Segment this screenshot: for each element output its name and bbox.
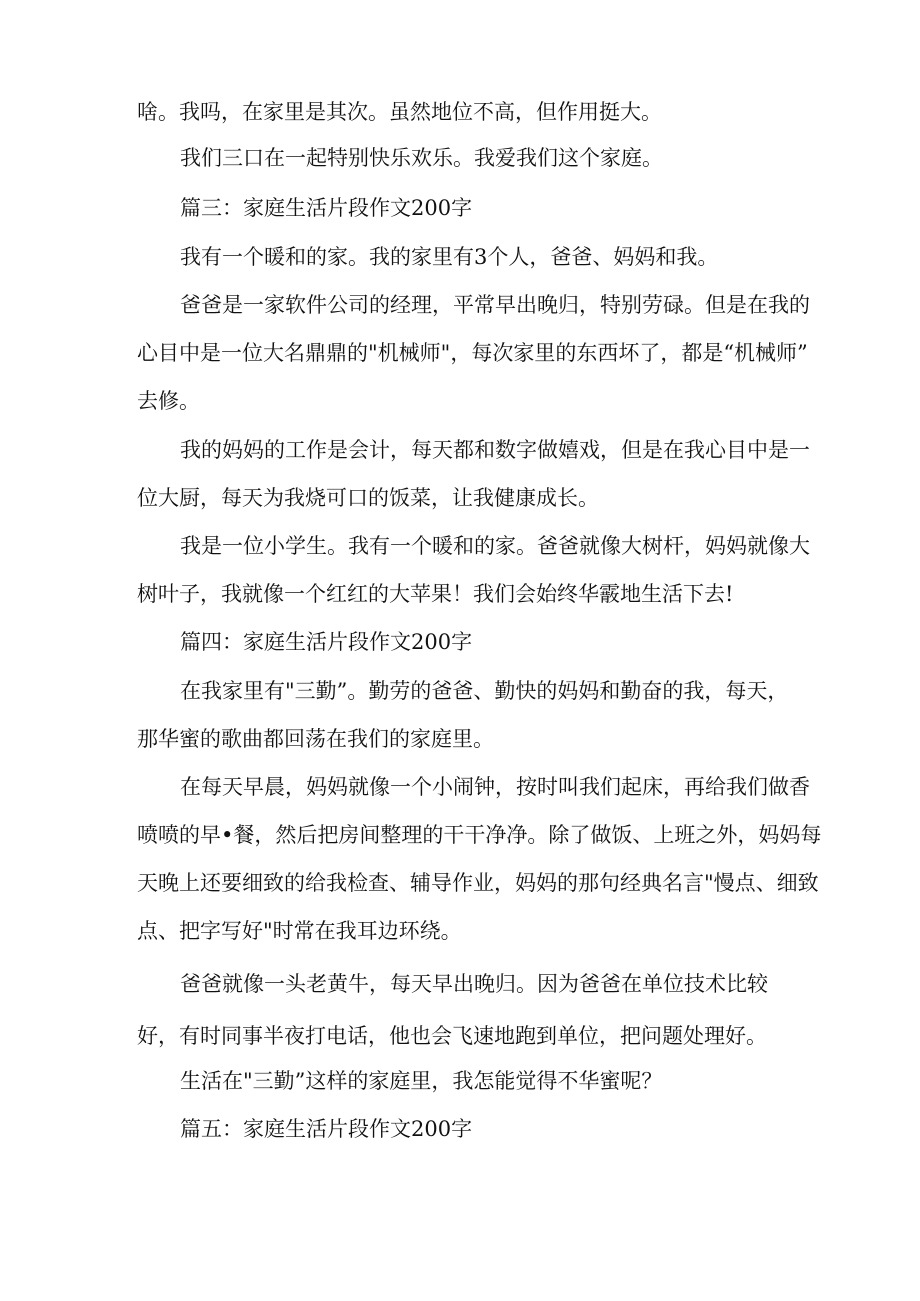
- paragraph-line: 那华蜜的歌曲都回荡在我们的家庭里。: [137, 727, 494, 751]
- section-heading: 篇四：家庭生活片段作文200字: [180, 630, 473, 654]
- paragraph-line: 心目中是一位大名鼎鼎的"机械师"，每次家里的东西坏了，都是“机械师”: [137, 341, 808, 365]
- paragraph-line: 生活在"三勤”这样的家庭里，我怎能觉得不华蜜呢？: [180, 1069, 663, 1093]
- paragraph-line: 爸爸就像一头老黄牛，每天早出晚归。因为爸爸在单位技术比较: [180, 972, 768, 996]
- paragraph-line: 点、把字写好"时常在我耳边环绕。: [137, 919, 462, 943]
- paragraph-line: 去修。: [137, 389, 200, 413]
- paragraph-line: 喷喷的早•餐，然后把房间整理的干干净净。除了做饭、上班之外，妈妈每: [137, 823, 822, 847]
- paragraph-line: 我们三口在一起特别快乐欢乐。我爱我们这个家庭。: [180, 146, 663, 170]
- section-heading: 篇三：家庭生活片段作文200字: [180, 196, 473, 220]
- paragraph-line: 我是一位小学生。我有一个暖和的家。爸爸就像大树杆，妈妈就像大: [180, 534, 810, 558]
- paragraph-line: 位大厨，每天为我烧可口的饭菜，让我健康成长。: [137, 486, 599, 510]
- paragraph-line: 我有一个暖和的家。我的家里有3个人，爸爸、妈妈和我。: [180, 245, 719, 269]
- paragraph-line: 爸爸是一家软件公司的经理，平常早出晚归，特别劳碌。但是在我的: [180, 293, 810, 317]
- paragraph-line: 树叶子，我就像一个红红的大苹果！我们会始终华霰地生活下去!: [137, 582, 734, 606]
- paragraph-line: 在我家里有"三勤”。勤劳的爸爸、勤快的妈妈和勤奋的我，每天，: [180, 679, 789, 703]
- paragraph-line: 好，有时同事半夜打电话，他也会飞速地跑到单位，把问题处理好。: [137, 1024, 767, 1048]
- paragraph-line: 在每天早晨，妈妈就像一个小闹钟，按时叫我们起床，再给我们做香: [180, 775, 810, 799]
- paragraph-line: 啥。我吗，在家里是其次。虽然地位不高，但作用挺大。: [137, 100, 662, 124]
- paragraph-line: 我的妈妈的工作是会计，每天都和数字做嬉戏，但是在我心目中是一: [180, 438, 810, 462]
- paragraph-line: 天晚上还要细致的给我检查、辅导作业，妈妈的那句经典名言"慢点、细致: [137, 871, 819, 895]
- section-heading: 篇五：家庭生活片段作文200字: [180, 1117, 473, 1141]
